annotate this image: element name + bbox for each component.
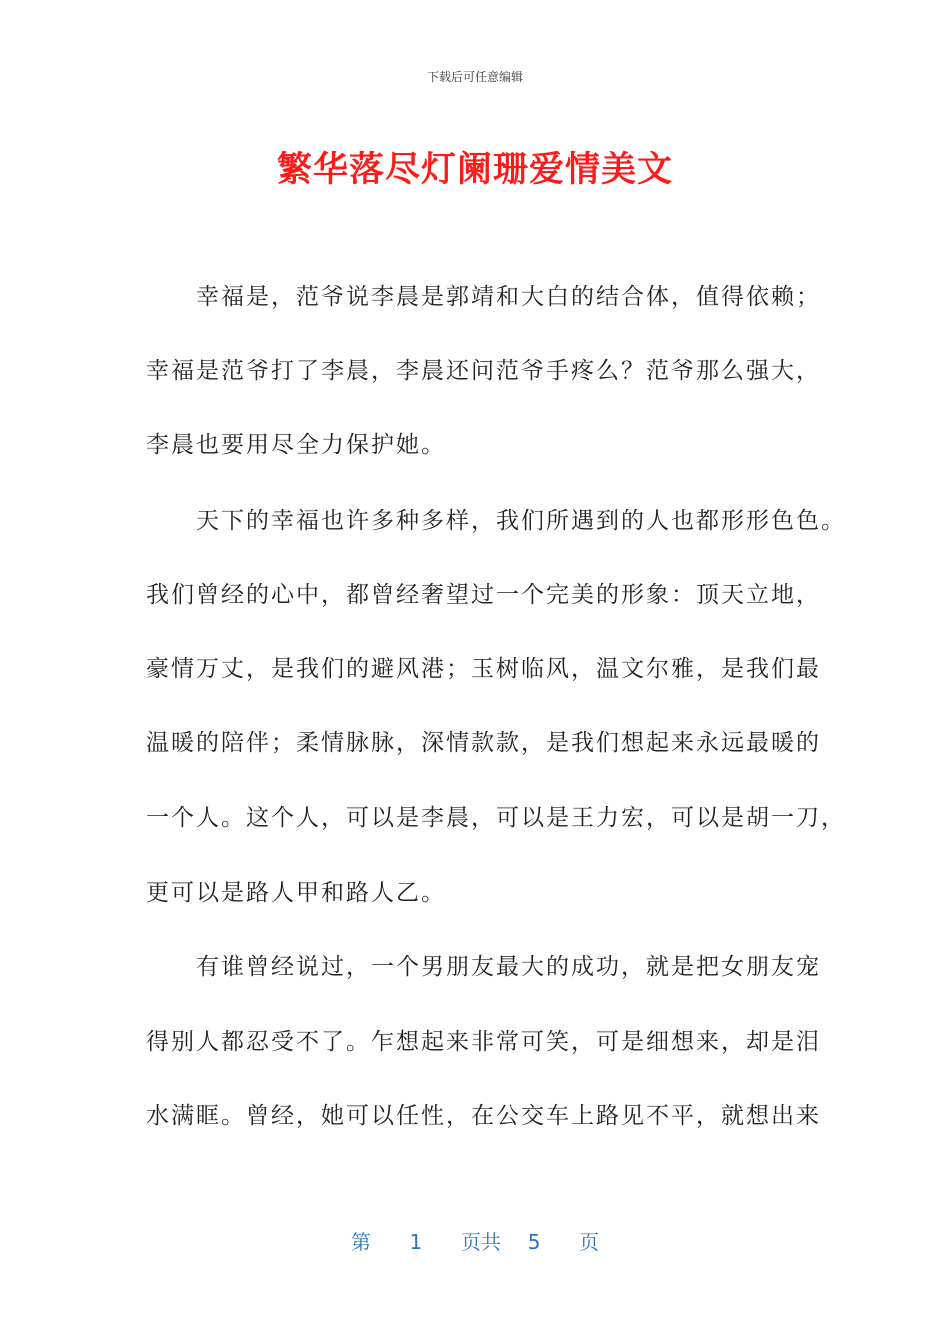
body-line: 我们曾经的心中，都曾经奢望过一个完美的形象：顶天立地， xyxy=(146,582,821,608)
footer-label-ye: 页 xyxy=(579,1230,600,1254)
body-line: 豪情万丈，是我们的避风港；玉树临风，温文尔雅，是我们最 xyxy=(146,656,821,682)
footer-label-ye-gong: 页共 xyxy=(461,1230,501,1254)
body-line: 得别人都忍受不了。乍想起来非常可笑，可是细想来，却是泪 xyxy=(146,1029,821,1055)
body-line: 幸福是，范爷说李晨是郭靖和大白的结合体，值得依赖； xyxy=(146,284,821,310)
body-line: 温暖的陪伴；柔情脉脉，深情款款，是我们想起来永远最暖的 xyxy=(146,730,821,756)
body-line: 幸福是范爷打了李晨，李晨还问范爷手疼么？范爷那么强大， xyxy=(146,358,821,384)
footer-label-di: 第 xyxy=(350,1230,371,1254)
body-line: 水满眶。曾经，她可以任性，在公交车上路见不平，就想出来 xyxy=(146,1103,821,1129)
header-note: 下载后可任意编辑 xyxy=(426,70,523,84)
body-line: 一个人。这个人，可以是李晨，可以是王力宏，可以是胡一刀， xyxy=(146,805,846,831)
footer-current-page: 1 xyxy=(409,1230,423,1254)
body-line: 有谁曾经说过，一个男朋友最大的成功，就是把女朋友宠 xyxy=(146,954,821,980)
page-number-footer xyxy=(0,1226,950,1255)
document-title: 繁华落尽灯阑珊爱情美文 xyxy=(276,150,673,190)
body-line: 李晨也要用尽全力保护她。 xyxy=(146,432,446,458)
body-line: 天下的幸福也许多种多样，我们所遇到的人也都形形色色。 xyxy=(146,508,846,534)
body-line: 更可以是路人甲和路人乙。 xyxy=(146,880,446,906)
footer-total-pages: 5 xyxy=(527,1230,541,1254)
